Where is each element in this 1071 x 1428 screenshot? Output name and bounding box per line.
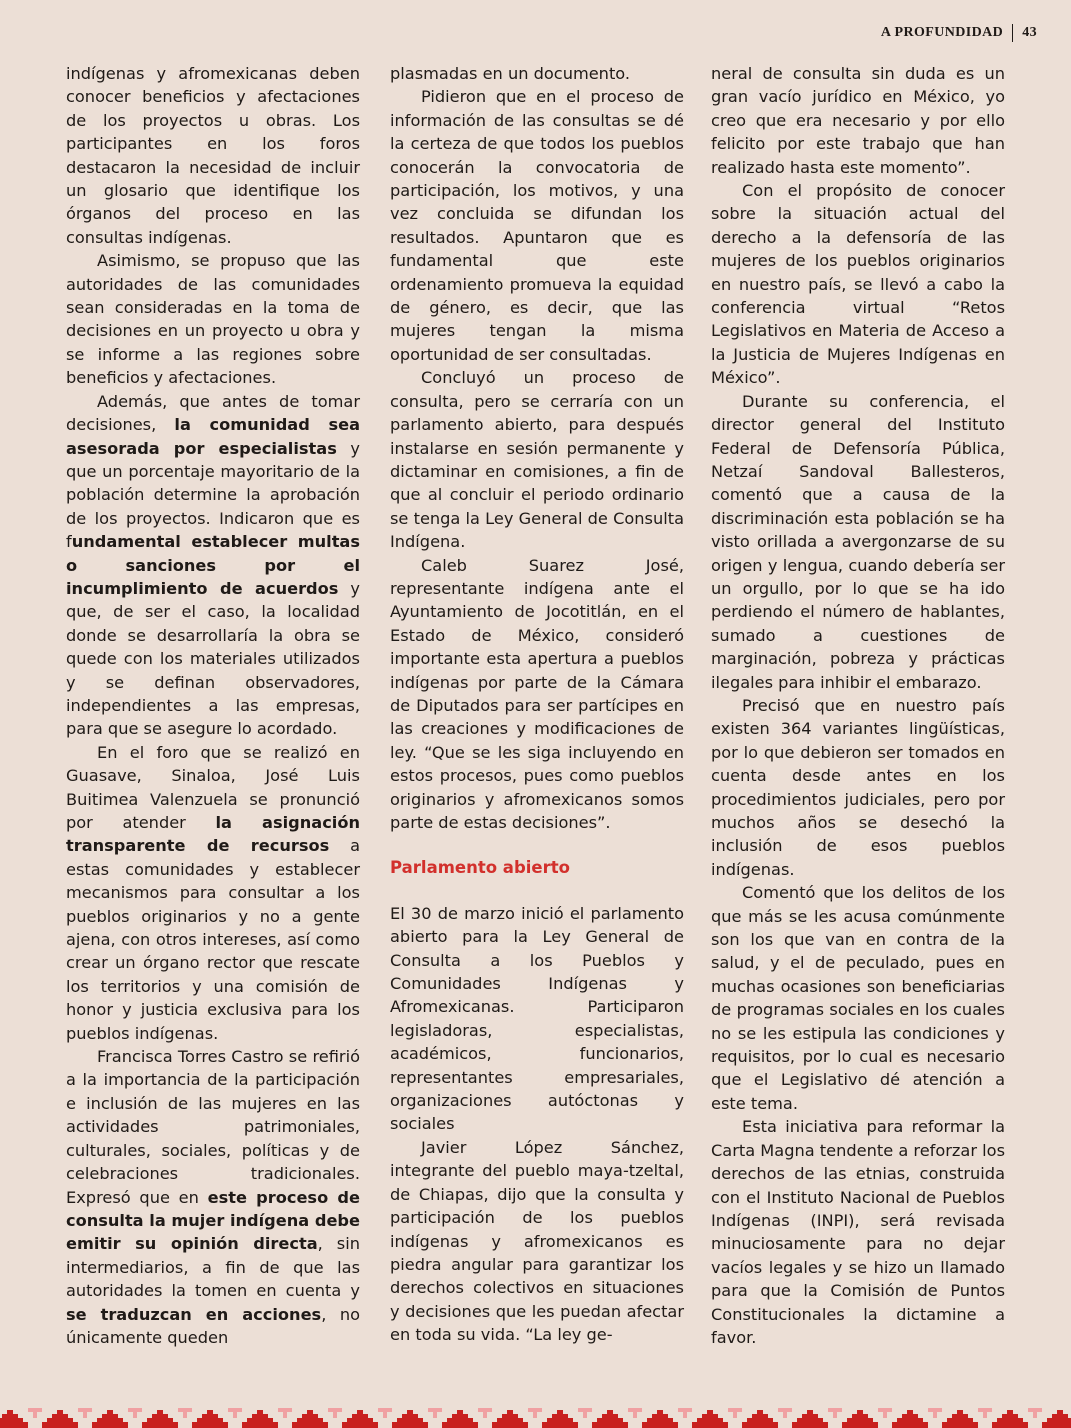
paragraph: Comentó que los delitos de los que más se les acusa comúnmente son los que van en contra de la salud, y el de peculado, pues en muchas ocasiones son beneficiarias de programas sociales en los cuales no se les estipula las condiciones y requisitos, por lo cual es necesario que el Legislativo dé atención a este tema. xyxy=(711,883,1005,1113)
page-number: 43 xyxy=(1022,25,1037,40)
border-motif xyxy=(92,1408,142,1428)
border-motif xyxy=(642,1408,692,1428)
paragraph: Además, que antes de tomar decisiones, la comunidad sea asesorada por especialistas y que un porcentaje mayoritario de la población determine la aprobación de los proyectos. Indicaron que es fundamental establecer multas o sanciones por el incumplimiento de acuerdos y que, de ser el caso, la localidad donde se desarrollaría la obra se quede con los materiales utilizados y se definan observadores, independientes a las empresas, para que se asegure lo acordado. xyxy=(66,391,360,739)
paragraph: En el foro que se realizó en Guasave, Sinaloa, José Luis Buitimea Valenzuela se pronunció por atender la asignación transparente de recursos a estas comunidades y establecer mecanismos para consultar a los pueblos originarios y no a gente ajena, con otros intereses, así como crear un órgano rector que rescate los territorios y una comisión de honor y justicia exclusiva para los pueblos indígenas. xyxy=(66,742,360,1043)
section-label: A PROFUNDIDAD xyxy=(880,25,1004,40)
decorative-border xyxy=(0,1398,1071,1428)
bold-phrase: la asignación transparente de recursos xyxy=(66,813,360,856)
border-motif xyxy=(942,1408,992,1428)
border-motif xyxy=(242,1408,292,1428)
border-motif xyxy=(342,1408,392,1428)
border-motif xyxy=(142,1408,192,1428)
subheading: Parlamento abierto xyxy=(390,858,570,878)
paragraph: indígenas y afromexicanas deben conocer beneficios y afectaciones de los proyectos u obras. Los participantes en los foros destacaron la necesidad de incluir un glosario que identifique los órganos del proceso en las consultas indígenas. xyxy=(66,64,360,247)
column-2 xyxy=(390,62,684,1347)
border-motif xyxy=(992,1408,1042,1428)
running-header xyxy=(881,24,1037,42)
border-motif xyxy=(442,1408,492,1428)
border-motif xyxy=(42,1408,92,1428)
paragraph: Esta iniciativa para reformar la Carta Magna tendente a reforzar los derechos de las etnias, construida con el Instituto Nacional de Pueblos Indígenas (INPI), será revisada minuciosamente para no dejar vacíos legales y se hizo un llamado para que la Comisión de Puntos Constitucionales la dictamine a favor. xyxy=(711,1117,1005,1347)
bold-phrase: este proceso de consulta la mujer indígena debe emitir su opinión directa xyxy=(66,1187,360,1254)
border-motif xyxy=(692,1408,742,1428)
border-motif xyxy=(192,1408,242,1428)
paragraph: Precisó que en nuestro país existen 364 variantes lingüísticas, por lo que debieron ser tomados en cuenta desde antes en los procedimientos judiciales, pero por muchos años se desechó la inclusión de esos pueblos indígenas. xyxy=(711,695,1005,879)
paragraph: El 30 de marzo inició el parlamento abierto para la Ley General de Consulta a los Pueblos y Comunidades Indígenas y Afromexicanas. Participaron legisladoras, especialistas, académicos, funcionarios, representantes empresariales, organizaciones autóctonas y sociales xyxy=(390,903,684,1134)
paragraph: Francisca Torres Castro se refirió a la importancia de la participación e inclusión de las mujeres en las actividades patrimoniales, culturales, sociales, políticas y de celebraciones tradicionales. Expresó que en este proceso de consulta la mujer indígena debe emitir su opinión directa, sin intermediarios, a fin de que las autoridades la tomen en cuenta y se traduzcan en acciones, no únicamente queden xyxy=(66,1047,361,1347)
border-motif xyxy=(592,1408,642,1428)
border-motif xyxy=(542,1408,592,1428)
border-motif xyxy=(392,1408,442,1428)
paragraph: Concluyó un proceso de consulta, pero se cerraría con un parlamento abierto, para después instalarse en sesión permanente y dictaminar en comisiones, a fin de que al concluir el periodo ordinario se tenga la Ley General de Consulta Indígena. xyxy=(390,368,684,552)
paragraph: Con el propósito de conocer sobre la situación actual del derecho a la defensoría de las mujeres de los pueblos originarios en nuestro país, se llevó a cabo la conferencia virtual “Retos Legislativos en Materia de Acceso a la Justicia de Mujeres Indígenas en México”. xyxy=(711,181,1005,388)
border-motif xyxy=(492,1408,542,1428)
column-1 xyxy=(66,62,360,1349)
geometric-pattern-border xyxy=(0,1398,1071,1428)
border-motif xyxy=(292,1408,342,1428)
paragraph: Caleb Suarez José, representante indígena ante el Ayuntamiento de Jocotitlán, en el Estado de México, consideró importante esta apertura a pueblos indígenas por parte de la Cámara de Diputados para ser partícipes en las creaciones y modificaciones de ley. “Que se les siga incluyendo en estos procesos, pues como pueblos originarios y afromexicanos somos parte de estas decisiones”. xyxy=(390,555,684,832)
border-motif xyxy=(742,1408,792,1428)
border-motif xyxy=(892,1408,942,1428)
border-motif xyxy=(842,1408,892,1428)
bold-phrase: undamental establecer multas o sanciones por el incumplimiento de acuerdos xyxy=(66,532,360,598)
header-divider xyxy=(1012,24,1013,42)
bold-phrase: la comunidad sea asesorada por especialistas xyxy=(66,415,360,458)
column-3 xyxy=(711,62,1005,1349)
paragraph: neral de consulta sin duda es un gran vacío jurídico en México, yo creo que era necesario y por ello felicito por este trabajo que han realizado hasta este momento”. xyxy=(711,64,1005,177)
border-motif xyxy=(1042,1408,1071,1428)
border-motif xyxy=(0,1408,42,1428)
border-motif xyxy=(792,1408,842,1428)
paragraph: Javier López Sánchez, integrante del pueblo maya-tzeltal, de Chiapas, dijo que la consulta y participación de los pueblos indígenas y afromexicanos es piedra angular para garantizar los derechos colectivos en situaciones y decisiones que les puedan afectar en toda su vida. “La ley ge- xyxy=(390,1137,684,1345)
paragraph: Pidieron que en el proceso de información de las consultas se dé la certeza de que todos los pueblos conocerán la convocatoria de participación, los motivos, y una vez concluida se difundan los resultados. Apuntaron que es fundamental que este ordenamiento promueva la equidad de género, es decir, que las mujeres tengan la misma oportunidad de ser consultadas. xyxy=(390,87,684,364)
paragraph: plasmadas en un documento. xyxy=(390,64,631,83)
paragraph: Asimismo, se propuso que las autoridades de las comunidades sean consideradas en la toma de decisiones en un proyecto u obra y se informe a las regiones sobre beneficios y afectaciones. xyxy=(66,251,360,388)
bold-phrase: se traduzcan en acciones xyxy=(66,1304,322,1324)
paragraph: Durante su conferencia, el director general del Instituto Federal de Defensoría Pública, Netzaí Sandoval Ballesteros, comentó que a causa de la discriminación esta población se ha visto orillada a avergonzarse de su origen y lengua, cuando debería ser un orgullo, por lo que se ha ido perdiendo el número de hablantes, sumado a cuestiones de marginación, pobreza y prácticas ilegales para inhibir el embarazo. xyxy=(711,391,1005,692)
